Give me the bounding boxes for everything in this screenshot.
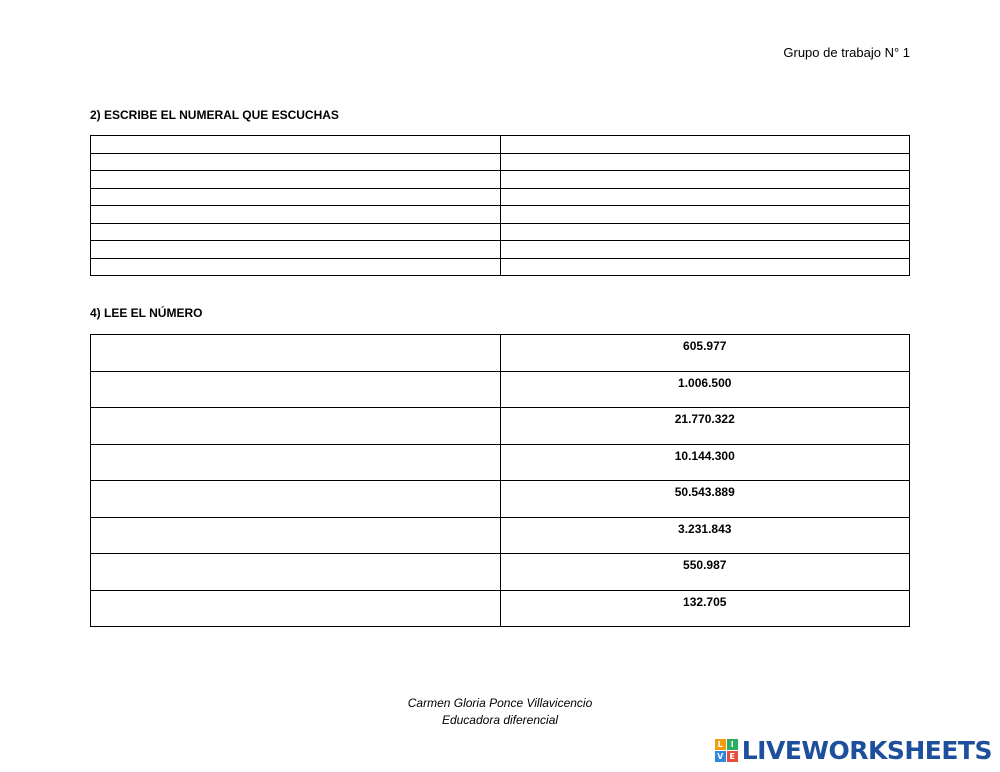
number-cell: [500, 335, 910, 372]
table-row: [91, 136, 910, 154]
number-value: 132.705: [683, 594, 727, 609]
answer-cell[interactable]: [500, 171, 910, 189]
number-value: 50.543.889: [674, 485, 735, 499]
section-title-write-numeral: 2) ESCRIBE EL NUMERAL QUE ESCUCHAS: [90, 108, 339, 122]
answer-cell[interactable]: [91, 188, 501, 206]
table-row: [91, 206, 910, 224]
answer-cell[interactable]: [500, 206, 910, 224]
table-row: [91, 241, 910, 259]
answer-cell[interactable]: [91, 371, 501, 408]
number-cell: [500, 481, 910, 518]
answer-cell[interactable]: [91, 258, 501, 276]
answer-cell[interactable]: [91, 136, 501, 154]
logo-tile: L: [715, 739, 726, 750]
number-value: 21.770.322: [674, 412, 735, 426]
footer-role: Educadora diferencial: [441, 713, 559, 727]
group-label: Grupo de trabajo N° 1: [783, 45, 910, 60]
brand-name: LIVEWORKSHEETS: [741, 736, 992, 765]
answer-cell[interactable]: [500, 153, 910, 171]
table-row: [91, 517, 910, 554]
answer-cell[interactable]: [91, 223, 501, 241]
section-title-read-number: 4) LEE EL NÚMERO: [90, 306, 203, 320]
table-row: [91, 408, 910, 445]
table-row: [91, 590, 910, 627]
answer-cell[interactable]: [500, 136, 910, 154]
answer-cell[interactable]: [500, 223, 910, 241]
number-cell: [500, 517, 910, 554]
logo-tile: I: [727, 739, 738, 750]
table-row: [91, 171, 910, 189]
table-row: [91, 188, 910, 206]
answer-cell[interactable]: [91, 335, 501, 372]
table-row: [91, 258, 910, 276]
answer-cell[interactable]: [500, 188, 910, 206]
number-value: 3.231.843: [678, 521, 732, 536]
number-cell: [500, 444, 910, 481]
number-value: 1.006.500: [678, 375, 732, 390]
number-value: 605.977: [683, 339, 727, 353]
logo-tile: E: [727, 751, 738, 762]
answer-cell[interactable]: [91, 444, 501, 481]
answer-cell[interactable]: [91, 481, 501, 518]
read-number-table: [90, 334, 910, 627]
answer-cell[interactable]: [500, 241, 910, 259]
footer-author: Carmen Gloria Ponce Villavicencio: [407, 696, 593, 710]
number-cell: [500, 590, 910, 627]
table-row: [91, 481, 910, 518]
write-numeral-table: [90, 135, 910, 276]
table-row: [91, 335, 910, 372]
table-row: [91, 223, 910, 241]
number-cell: [500, 371, 910, 408]
answer-cell[interactable]: [91, 554, 501, 591]
liveworksheets-brand[interactable]: [715, 736, 992, 765]
footer: [0, 695, 1000, 729]
answer-cell[interactable]: [91, 590, 501, 627]
answer-cell[interactable]: [91, 408, 501, 445]
answer-cell[interactable]: [91, 517, 501, 554]
answer-cell[interactable]: [91, 171, 501, 189]
number-value: 550.987: [683, 558, 727, 572]
answer-cell[interactable]: [500, 258, 910, 276]
logo-tile: V: [715, 751, 726, 762]
number-value: 10.144.300: [674, 448, 735, 463]
liveworksheets-logo-icon: [715, 739, 738, 762]
answer-cell[interactable]: [91, 241, 501, 259]
answer-cell[interactable]: [91, 153, 501, 171]
number-cell: [500, 554, 910, 591]
table-row: [91, 153, 910, 171]
table-row: [91, 444, 910, 481]
table-row: [91, 554, 910, 591]
table-row: [91, 371, 910, 408]
answer-cell[interactable]: [91, 206, 501, 224]
number-cell: [500, 408, 910, 445]
